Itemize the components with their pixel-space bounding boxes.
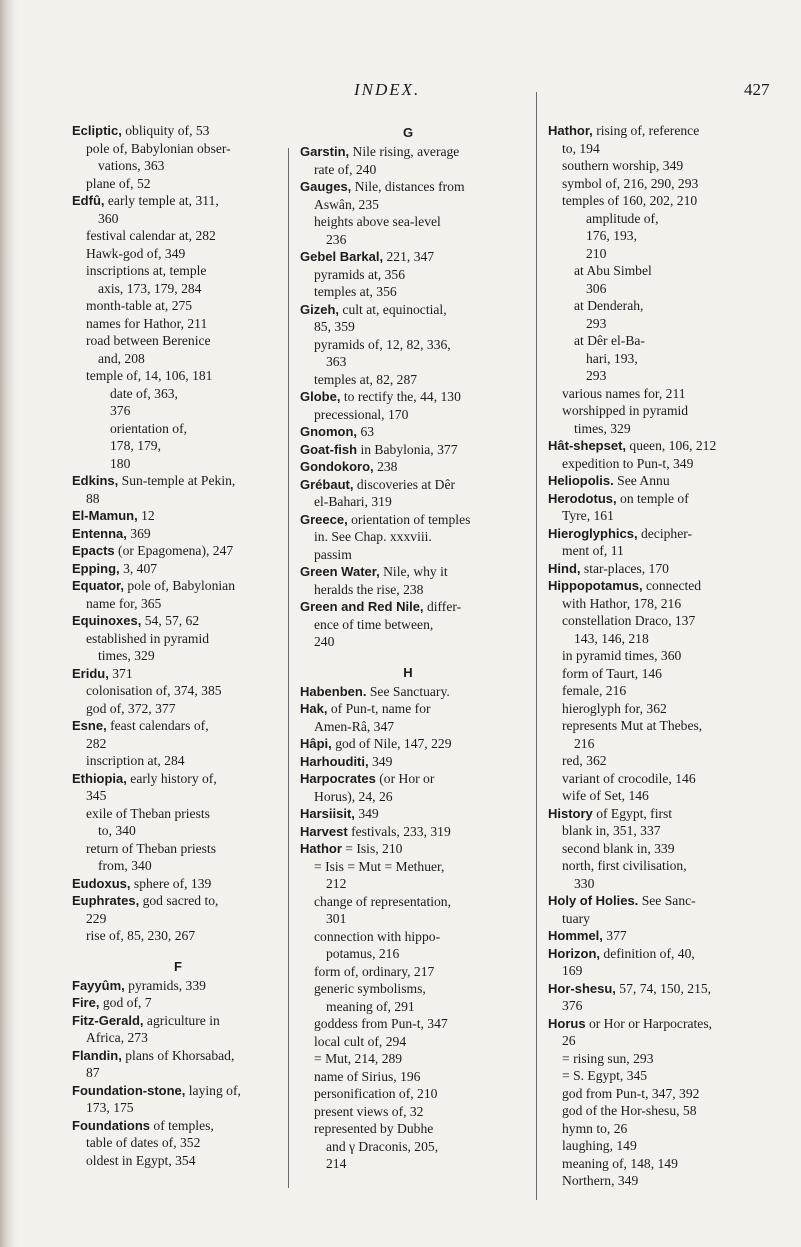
index-column-1: [72, 122, 284, 1169]
index-subentry: established in pyramid: [86, 630, 210, 646]
index-entry: [300, 143, 516, 161]
index-entry: [300, 735, 516, 753]
page-header-title: INDEX.: [354, 80, 421, 99]
index-subentry: worshipped in pyramid: [562, 403, 689, 418]
entry-text: = Isis, 210: [341, 841, 403, 856]
entry-heading: Grébaut,: [300, 476, 354, 492]
entry-text: festivals, 233, 319: [347, 823, 451, 839]
index-entry: [72, 770, 284, 788]
entry-text: connected: [642, 578, 702, 593]
index-entry: [300, 683, 516, 701]
index-subentry: 360: [98, 210, 119, 226]
index-subentry: goddess from Pun-t, 347: [314, 1016, 448, 1031]
index-subentry: 169: [562, 963, 583, 978]
entry-heading: Hât-shepset,: [548, 438, 627, 453]
entry-text: 349: [354, 806, 379, 821]
column-rule-right: [536, 92, 537, 1200]
index-subentry: 180: [110, 455, 131, 471]
index-subentry: Africa, 273: [86, 1030, 148, 1045]
index-subentry: represented by Dubhe: [314, 1121, 434, 1136]
entry-text: god sacred to,: [139, 893, 219, 908]
entry-text: (or Epagomena), 247: [114, 543, 234, 558]
entry-heading: El-Mamun,: [72, 508, 138, 523]
index-subentry: red, 362: [562, 753, 607, 768]
index-subentry: 301: [326, 911, 347, 926]
entry-text: 54, 57, 62: [141, 613, 200, 628]
index-subentry: 293: [586, 315, 607, 331]
index-subentry: rate of, 240: [314, 161, 377, 177]
column-rule-left: [288, 148, 289, 1188]
index-subentry: 282: [86, 735, 107, 751]
index-entry: [300, 840, 516, 858]
entry-text: early history of,: [126, 770, 217, 786]
index-entry: [72, 994, 284, 1012]
index-subentry: orientation of,: [110, 420, 188, 436]
index-subentry: 87: [86, 1065, 100, 1080]
entry-text: of Pun-t, name for: [327, 701, 431, 716]
index-entry: [72, 665, 284, 683]
entry-heading: Ecliptic,: [72, 123, 122, 138]
index-subentry: 176, 193,: [586, 228, 637, 243]
index-subentry: plane of, 52: [86, 175, 151, 191]
index-subentry: hari, 193,: [586, 350, 638, 366]
entry-heading: Holy of Holies.: [548, 893, 639, 908]
index-subentry: rise of, 85, 230, 267: [86, 928, 196, 943]
index-subentry: 363: [326, 354, 347, 369]
index-subentry: from, 340: [98, 858, 152, 873]
entry-heading: Horizon,: [548, 945, 600, 961]
index-entry: [72, 525, 284, 543]
index-subentry: 293: [586, 368, 607, 383]
entry-heading: Horus: [548, 1015, 586, 1031]
entry-heading: Garstin,: [300, 144, 350, 159]
index-entry: [548, 805, 766, 823]
index-entry: [300, 301, 516, 319]
index-subentry: form of, ordinary, 217: [314, 963, 435, 979]
index-entry: [72, 1047, 284, 1065]
index-entry: [548, 945, 766, 963]
index-subentry: 236: [326, 231, 347, 247]
entry-heading: Epping,: [72, 560, 120, 576]
entry-heading: Foundations: [72, 1117, 150, 1133]
index-subentry: road between Berenice: [86, 333, 211, 348]
index-entry: [300, 388, 516, 406]
index-subentry: = rising sun, 293: [562, 1050, 654, 1066]
index-subentry: amplitude of,: [586, 210, 659, 226]
index-subentry: connection with hippo-: [314, 928, 441, 944]
index-entry: [72, 977, 284, 995]
index-subentry: 330: [574, 875, 595, 891]
index-entry: [548, 437, 766, 455]
entry-heading: Hommel,: [548, 928, 603, 943]
index-subentry: 229: [86, 910, 107, 926]
entry-heading: Gebel Barkal,: [300, 249, 384, 264]
scan-edge-shadow: [0, 0, 18, 1247]
entry-text: to rectify the, 44, 130: [340, 389, 461, 404]
index-subentry: Horus), 24, 26: [314, 788, 393, 804]
entry-text: sphere of, 139: [130, 875, 212, 891]
entry-text: decipher-: [637, 525, 693, 541]
index-subentry: 210: [586, 245, 607, 261]
index-subentry: pole of, Babylonian obser-: [86, 140, 231, 156]
entry-text: 63: [357, 424, 375, 439]
index-subentry: tuary: [562, 910, 590, 926]
index-subentry: change of representation,: [314, 893, 452, 909]
index-subentry: at Denderah,: [574, 298, 644, 313]
entry-heading: Gondokoro,: [300, 459, 374, 474]
index-subentry: 212: [326, 876, 347, 891]
index-subentry: 85, 359: [314, 319, 355, 334]
index-subentry: variant of crocodile, 146: [562, 770, 696, 786]
index-subentry: month-table at, 275: [86, 298, 193, 313]
index-subentry: ence of time between,: [314, 616, 434, 632]
entry-heading: Hippopotamus,: [548, 578, 643, 593]
index-subentry: god of, 372, 377: [86, 700, 176, 716]
index-subentry: to, 340: [98, 823, 136, 838]
entry-heading: Flandin,: [72, 1047, 122, 1063]
index-subentry: axis, 173, 179, 284: [98, 280, 202, 296]
index-subentry: times, 329: [574, 420, 631, 436]
index-entry: [548, 525, 766, 543]
entry-text: See Annu: [613, 473, 670, 488]
index-entry: [300, 805, 516, 823]
index-subentry: local cult of, 294: [314, 1033, 407, 1049]
entry-text: 371: [108, 665, 133, 681]
index-subentry: Hawk-god of, 349: [86, 245, 186, 261]
entry-text: discoveries at Dêr: [353, 476, 456, 492]
entry-text: of temples,: [150, 1117, 214, 1133]
index-subentry: = Mut, 214, 289: [314, 1051, 403, 1066]
entry-text: differ-: [423, 599, 462, 614]
index-entry: [548, 927, 766, 945]
index-entry: [548, 560, 766, 578]
entry-text: feast calendars of,: [106, 718, 209, 733]
entry-text: god of, 7: [99, 995, 152, 1010]
index-entry: [300, 458, 516, 476]
entry-heading: Foundation-stone,: [72, 1082, 186, 1098]
index-entry: [300, 476, 516, 494]
index-subentry: represents Mut at Thebes,: [562, 718, 703, 733]
index-entry: [300, 423, 516, 441]
entry-text: laying of,: [185, 1082, 241, 1098]
entry-text: plans of Khorsabad,: [121, 1047, 235, 1063]
index-subentry: 376: [562, 998, 583, 1013]
index-entry: [72, 560, 284, 578]
page-number: 427: [744, 80, 770, 99]
index-subentry: god from Pun-t, 347, 392: [562, 1085, 700, 1101]
index-subentry: with Hathor, 178, 216: [562, 595, 682, 611]
index-subentry: and γ Draconis, 205,: [326, 1138, 439, 1154]
index-column-3: [548, 122, 766, 1190]
index-entry: [72, 1117, 284, 1135]
entry-text: definition of, 40,: [600, 945, 695, 961]
entry-heading: Hind,: [548, 560, 581, 576]
index-subentry: Amen-Râ, 347: [314, 718, 395, 734]
entry-text: 3, 407: [119, 560, 158, 576]
entry-text: 57, 74, 150, 215,: [615, 980, 712, 996]
entry-text: of Egypt, first: [592, 805, 673, 821]
index-subentry: hieroglyph for, 362: [562, 700, 667, 716]
entry-heading: Habenben.: [300, 683, 367, 699]
index-subentry: Northern, 349: [562, 1173, 639, 1188]
index-subentry: temples of 160, 202, 210: [562, 193, 698, 208]
index-entry: [72, 1082, 284, 1100]
index-subentry: name of Sirius, 196: [314, 1068, 421, 1084]
entry-heading: Gauges,: [300, 179, 352, 194]
index-subentry: pyramids at, 356: [314, 266, 405, 282]
index-subentry: table of dates of, 352: [86, 1135, 201, 1150]
index-subentry: generic symbolisms,: [314, 981, 426, 996]
entry-text: 377: [602, 928, 627, 943]
entry-heading: Green and Red Nile,: [300, 599, 424, 614]
index-entry: [548, 122, 766, 140]
index-entry: [548, 490, 766, 508]
index-entry: [548, 892, 766, 910]
entry-heading: Fitz-Gerald,: [72, 1012, 144, 1028]
entry-heading: Fayyûm,: [72, 977, 125, 993]
entry-text: on temple of: [616, 490, 689, 506]
entry-text: pyramids, 339: [124, 977, 206, 993]
index-entry: [300, 511, 516, 529]
index-entry: [72, 542, 284, 560]
entry-text: agriculture in: [143, 1012, 220, 1028]
index-subentry: name for, 365: [86, 595, 162, 611]
index-subentry: southern worship, 349: [562, 158, 684, 173]
index-subentry: and, 208: [98, 350, 145, 366]
index-subentry: oldest in Egypt, 354: [86, 1152, 196, 1168]
entry-heading: Heliopolis.: [548, 473, 614, 488]
index-subentry: in pyramid times, 360: [562, 648, 682, 663]
index-entry: [72, 717, 284, 735]
index-subentry: personification of, 210: [314, 1086, 438, 1101]
entry-text: Sun-temple at Pekin,: [118, 473, 236, 488]
entry-heading: Eridu,: [72, 665, 109, 681]
index-subentry: laughing, 149: [562, 1138, 637, 1153]
index-subentry: inscriptions at, temple: [86, 263, 207, 278]
entry-text: 369: [126, 525, 151, 541]
index-subentry: various names for, 211: [562, 385, 686, 401]
index-subentry: 143, 146, 218: [574, 630, 649, 646]
entry-heading: Equator,: [72, 578, 125, 593]
index-subentry: = S. Egypt, 345: [562, 1068, 648, 1083]
index-subentry: at Abu Simbel: [574, 263, 652, 278]
entry-heading: Esne,: [72, 718, 107, 733]
entry-heading: Hathor,: [548, 123, 593, 138]
entry-heading: Ethiopia,: [72, 770, 127, 786]
index-entry: [72, 507, 284, 525]
entry-text: Nile rising, average: [349, 144, 460, 159]
entry-heading: Eudoxus,: [72, 875, 131, 891]
index-subentry: north, first civilisation,: [562, 858, 687, 873]
entry-text: star-places, 170: [580, 560, 669, 576]
section-letter: G: [402, 125, 414, 140]
index-entry: [72, 192, 284, 210]
index-subentry: temples at, 82, 287: [314, 371, 418, 387]
entry-text: 238: [373, 459, 398, 474]
index-subentry: at Dêr el-Ba-: [574, 333, 645, 348]
entry-heading: Hathor: [300, 841, 342, 856]
entry-heading: Greece,: [300, 511, 348, 527]
index-subentry: to, 194: [562, 140, 600, 156]
index-subentry: 214: [326, 1156, 347, 1171]
index-subentry: heights above sea-level: [314, 214, 441, 229]
entry-heading: Euphrates,: [72, 893, 140, 908]
index-subentry: 216: [574, 735, 595, 751]
index-subentry: festival calendar at, 282: [86, 228, 216, 243]
entry-heading: Gizeh,: [300, 301, 340, 317]
index-subentry: potamus, 216: [326, 946, 400, 961]
index-subentry: second blank in, 339: [562, 840, 675, 856]
entry-heading: Harvest: [300, 823, 348, 839]
entry-text: Nile, distances from: [351, 179, 465, 194]
index-entry: [300, 598, 516, 616]
index-entry: [300, 178, 516, 196]
index-subentry: 173, 175: [86, 1100, 134, 1115]
entry-heading: Herodotus,: [548, 490, 617, 506]
index-subentry: 306: [586, 280, 607, 296]
index-entry: [300, 563, 516, 581]
entry-text: orientation of temples: [347, 511, 471, 527]
entry-heading: Epacts: [72, 543, 115, 558]
entry-text: (or Hor or: [375, 771, 435, 786]
index-entry: [300, 700, 516, 718]
index-subentry: 26: [562, 1033, 576, 1048]
entry-heading: Edfû,: [72, 193, 105, 208]
index-subentry: temple of, 14, 106, 181: [86, 368, 213, 383]
section-letter: F: [174, 958, 182, 974]
index-subentry: inscription at, 284: [86, 753, 185, 768]
entry-heading: Equinoxes,: [72, 613, 142, 628]
index-column-2: [300, 122, 516, 1173]
entry-heading: Goat-fish: [300, 441, 358, 457]
index-entry: [72, 612, 284, 630]
entry-heading: Hor-shesu,: [548, 980, 616, 996]
entry-heading: Gnomon,: [300, 424, 358, 439]
index-entry: [300, 248, 516, 266]
entry-text: Nile, why it: [379, 564, 448, 579]
index-subentry: heralds the rise, 238: [314, 581, 424, 597]
index-subentry: 345: [86, 788, 107, 803]
index-subentry: symbol of, 216, 290, 293: [562, 175, 699, 191]
entry-heading: Harpocrates: [300, 771, 376, 786]
index-subentry: pyramids of, 12, 82, 336,: [314, 336, 451, 352]
entry-text: See Sanc-: [638, 893, 696, 908]
index-entry: [72, 122, 284, 140]
index-subentry: vations, 363: [98, 158, 165, 173]
entry-heading: Harhouditi,: [300, 753, 369, 769]
entry-heading: Globe,: [300, 389, 341, 404]
index-entry: [300, 441, 516, 459]
index-subentry: 178, 179,: [110, 438, 161, 453]
index-entry: [72, 1012, 284, 1030]
index-subentry: form of Taurt, 146: [562, 665, 662, 681]
entry-text: or Hor or Harpocrates,: [585, 1015, 713, 1031]
entry-text: pole of, Babylonian: [124, 578, 236, 593]
entry-heading: Green Water,: [300, 564, 380, 579]
entry-text: 349: [368, 753, 393, 769]
entry-heading: Fire,: [72, 995, 100, 1010]
index-subentry: return of Theban priests: [86, 840, 216, 856]
entry-heading: Entenna,: [72, 525, 127, 541]
index-entry: [548, 1015, 766, 1033]
index-subentry: = Isis = Mut = Methuer,: [314, 858, 445, 874]
index-subentry: precessional, 170: [314, 406, 409, 422]
entry-text: queen, 106, 212: [626, 438, 717, 453]
index-subentry: hymn to, 26: [562, 1120, 628, 1136]
entry-text: early temple at, 311,: [104, 193, 219, 208]
index-subentry: 240: [314, 634, 335, 649]
index-subentry: god of the Hor-shesu, 58: [562, 1103, 697, 1118]
entry-text: cult at, equinoctial,: [339, 301, 447, 317]
index-subentry: names for Hathor, 211: [86, 315, 208, 331]
entry-text: rising of, reference: [592, 123, 700, 138]
entry-heading: Harsiisit,: [300, 806, 355, 821]
entry-text: 221, 347: [383, 249, 435, 264]
index-subentry: times, 329: [98, 648, 155, 663]
index-subentry: 88: [86, 490, 100, 506]
index-entry: [548, 472, 766, 490]
index-subentry: present views of, 32: [314, 1103, 424, 1119]
entry-text: in Babylonia, 377: [357, 441, 458, 457]
entry-heading: Edkins,: [72, 473, 119, 488]
index-entry: [72, 892, 284, 910]
entry-heading: Hieroglyphics,: [548, 525, 638, 541]
index-entry: [300, 823, 516, 841]
entry-text: 12: [137, 508, 155, 523]
index-subentry: el-Bahari, 319: [314, 494, 392, 509]
entry-text: obliquity of, 53: [121, 123, 210, 138]
entry-text: See Sanctuary.: [366, 683, 450, 699]
entry-heading: Hâpi,: [300, 736, 332, 751]
index-entry: [548, 980, 766, 998]
index-subentry: meaning of, 291: [326, 998, 415, 1014]
index-entry: [548, 577, 766, 595]
index-entry: [300, 770, 516, 788]
index-entry: [300, 753, 516, 771]
index-entry: [72, 875, 284, 893]
index-subentry: female, 216: [562, 683, 627, 698]
index-subentry: colonisation of, 374, 385: [86, 683, 222, 698]
index-subentry: date of, 363,: [110, 385, 178, 401]
entry-heading: History: [548, 805, 593, 821]
index-subentry: constellation Draco, 137: [562, 613, 696, 628]
index-subentry: in. See Chap. xxxviii.: [314, 529, 432, 544]
section-letter: H: [403, 664, 413, 680]
index-subentry: 376: [110, 403, 131, 418]
index-subentry: temples at, 356: [314, 284, 397, 299]
index-subentry: exile of Theban priests: [86, 805, 210, 821]
index-subentry: wife of Set, 146: [562, 788, 649, 803]
index-entry: [72, 577, 284, 595]
index-subentry: passim: [314, 546, 352, 562]
index-subentry: meaning of, 148, 149: [562, 1155, 678, 1171]
index-subentry: blank in, 351, 337: [562, 823, 661, 838]
index-subentry: expedition to Pun-t, 349: [562, 455, 694, 471]
entry-heading: Hak,: [300, 701, 328, 716]
entry-text: god of Nile, 147, 229: [331, 736, 452, 751]
index-entry: [72, 472, 284, 490]
index-subentry: ment of, 11: [562, 543, 624, 558]
index-subentry: Aswân, 235: [314, 196, 379, 212]
index-subentry: Tyre, 161: [562, 508, 614, 523]
